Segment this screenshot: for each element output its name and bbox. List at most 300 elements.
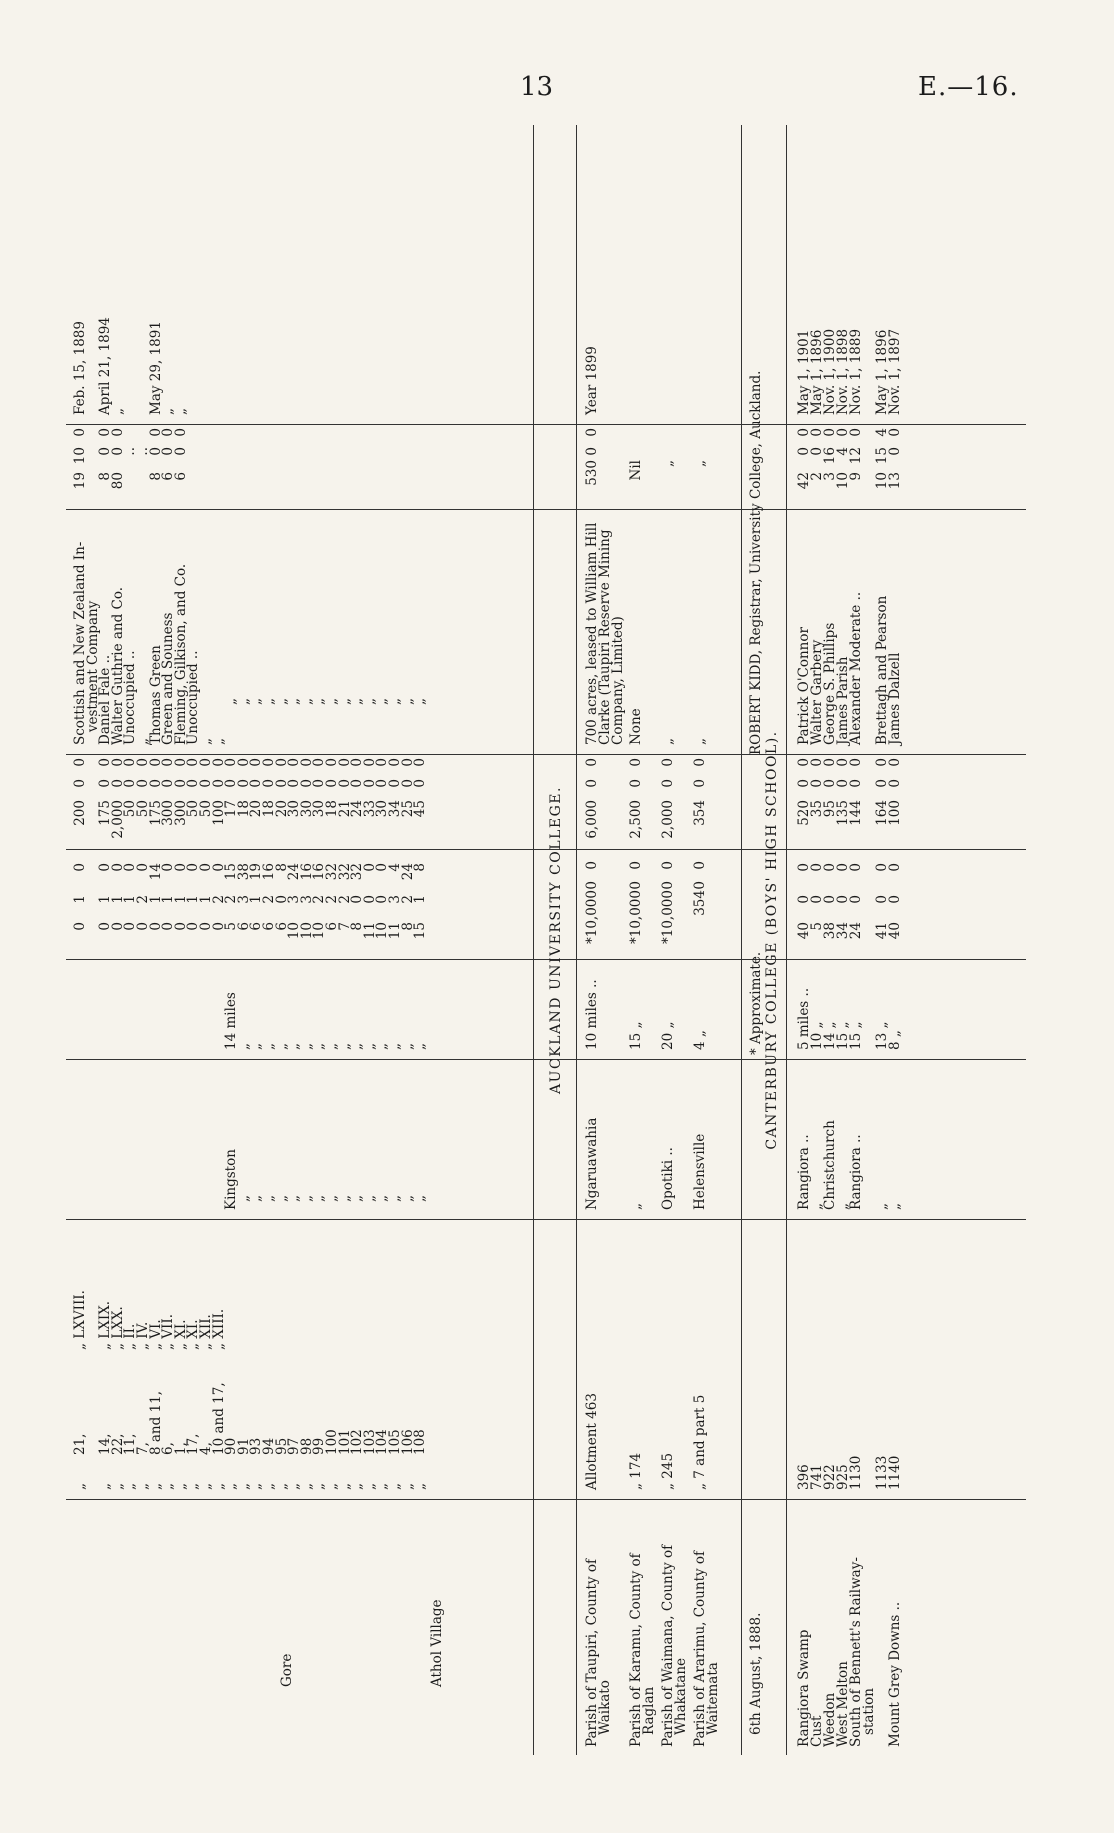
block-number: „ XI. xyxy=(172,1319,189,1350)
value-shillings: 0 xyxy=(298,779,315,788)
area-roods: 0 xyxy=(349,895,366,904)
section-number: 922 xyxy=(822,1464,838,1490)
nearest-town: Helensville xyxy=(692,1133,708,1210)
rent-pence: 0 xyxy=(809,428,825,437)
rent-pence: 0 xyxy=(97,428,114,437)
value-pence: 0 xyxy=(361,758,378,767)
area-acres: 8 xyxy=(349,922,366,931)
lessee: Walter Guthrie and Co. xyxy=(109,586,126,745)
section-number: 4, xyxy=(198,1442,214,1455)
value-shillings: 0 xyxy=(72,779,88,788)
section-mark: „ xyxy=(72,1483,88,1490)
value-shillings: 0 xyxy=(135,779,151,788)
area-perches: 8 xyxy=(412,863,429,872)
value-pence: 0 xyxy=(692,758,708,767)
value: 50 xyxy=(198,800,214,818)
area-acres: 10 xyxy=(374,922,391,940)
section-mark: „ xyxy=(261,1483,277,1490)
place-name: Cust xyxy=(809,1715,825,1747)
value-shillings: 0 xyxy=(122,779,139,788)
value-shillings: 0 xyxy=(835,779,851,788)
section-mark: „ xyxy=(172,1483,189,1490)
value-shillings: 0 xyxy=(692,779,708,788)
value: 30 xyxy=(374,800,391,818)
value-shillings: 0 xyxy=(822,779,838,788)
area-roods: 1 xyxy=(160,895,177,904)
rotated-table xyxy=(66,125,1026,1755)
value-pence: 0 xyxy=(387,758,403,767)
value: 164 xyxy=(874,800,890,826)
distance: 14 miles xyxy=(223,992,240,1050)
value: 520 xyxy=(796,800,812,826)
rent-shillings: 0 xyxy=(809,447,825,456)
page-number: 13 xyxy=(520,72,554,102)
area-acres: 41 xyxy=(874,922,890,940)
section-number: 21, xyxy=(72,1433,88,1455)
lessee: Fleming, Gilkison, and Co. xyxy=(172,563,189,745)
value-pence: 0 xyxy=(72,758,88,767)
value-pence: 0 xyxy=(874,758,890,767)
area-roods: 1 xyxy=(198,895,214,904)
value-pence: 0 xyxy=(349,758,366,767)
distance: „ xyxy=(412,1043,429,1050)
value: 30 xyxy=(311,800,328,818)
area-roods: 1 xyxy=(172,895,189,904)
area-roods: 0 xyxy=(628,881,644,890)
area-acres: 0 xyxy=(72,922,88,931)
value-shillings: 0 xyxy=(160,779,177,788)
lessee: „ xyxy=(235,698,252,705)
section-number: 1130 xyxy=(848,1455,864,1490)
section-number: 1, xyxy=(172,1442,189,1455)
rent-pence: 0 xyxy=(848,428,864,437)
lessee: Daniel Fale .. xyxy=(97,654,114,745)
block-number: „ VI. xyxy=(147,1319,164,1350)
section-number: 102 xyxy=(349,1429,366,1455)
rent: 6 xyxy=(160,472,177,481)
section-mark: „ xyxy=(223,1483,240,1490)
area-roods: 2 xyxy=(324,895,340,904)
area-perches: 38 xyxy=(235,863,252,881)
rent-shillings: 0 xyxy=(796,447,812,456)
value: 300 xyxy=(160,800,177,826)
lessee: „ xyxy=(311,698,328,705)
section-mark: „ xyxy=(160,1483,177,1490)
area-perches: 0 xyxy=(809,863,825,872)
area-perches: 0 xyxy=(160,863,177,872)
section-number: 1133 xyxy=(874,1455,890,1490)
value-pence: 0 xyxy=(273,758,290,767)
rent-pence: 0 xyxy=(822,428,838,437)
area-acres: 10 xyxy=(298,922,315,940)
section-number: 741 xyxy=(809,1464,825,1490)
lease-expiry: Nov. 1, 1900 xyxy=(822,328,838,415)
distance: „ xyxy=(361,1043,378,1050)
area-perches: 0 xyxy=(72,863,88,872)
area-perches: 16 xyxy=(298,863,315,881)
value-pence: 0 xyxy=(261,758,277,767)
area-roods: 3 xyxy=(235,895,252,904)
nearest-town: „ xyxy=(374,1195,391,1202)
rent: 2 xyxy=(809,472,825,481)
section-number: 101 xyxy=(336,1429,353,1455)
area-acres: 8 xyxy=(399,922,416,931)
area-acres: 0 xyxy=(198,922,214,931)
area-acres: 11 xyxy=(361,922,378,940)
area-acres: 5 xyxy=(809,922,825,931)
lease-expiry: Year 1899 xyxy=(584,346,600,415)
block-number: „ XII. xyxy=(198,1314,214,1350)
area-perches: 0 xyxy=(887,863,903,872)
value: 45 xyxy=(412,800,429,818)
nearest-town: „ xyxy=(874,1203,890,1210)
value: 354 xyxy=(692,800,708,826)
distance: 8 „ xyxy=(887,1030,903,1050)
column-rule xyxy=(66,424,1026,425)
value-shillings: 0 xyxy=(223,779,240,788)
nearest-town: „ xyxy=(887,1203,903,1210)
value: 135 xyxy=(835,800,851,826)
distance: 10 miles .. xyxy=(584,979,600,1050)
rent-shillings: 4 xyxy=(835,447,851,456)
distance: „ xyxy=(298,1043,315,1050)
lessee: Unoccupied .. xyxy=(185,650,202,745)
value-pence: 0 xyxy=(248,758,265,767)
value: 25 xyxy=(399,800,416,818)
area-roods: 1 xyxy=(122,895,139,904)
area-acres: 40 xyxy=(887,922,903,940)
area-acres: 6 xyxy=(235,922,252,931)
lease-expiry: May 1, 1896 xyxy=(874,329,890,415)
value-shillings: 0 xyxy=(97,779,114,788)
block-number: „ LXX. xyxy=(109,1306,126,1350)
value-pence: 0 xyxy=(223,758,240,767)
block-number: „ IV. xyxy=(135,1321,151,1350)
area-roods: 0 xyxy=(822,895,838,904)
lessee: vestment Company xyxy=(84,600,101,745)
area-roods: 2 xyxy=(336,895,353,904)
section-mark: „ xyxy=(248,1483,265,1490)
area-perches: 0 xyxy=(210,863,227,872)
value-pence: 0 xyxy=(235,758,252,767)
lessee: Clarke (Taupiri Reserve Mining xyxy=(597,529,613,745)
lessee: „ xyxy=(374,698,391,705)
area-roods: 1 xyxy=(109,895,126,904)
column-rule xyxy=(66,754,1026,755)
lease-expiry: „ xyxy=(109,408,126,415)
lease-expiry: May 29, 1891 xyxy=(147,321,164,415)
area-perches: 16 xyxy=(311,863,328,881)
value-pence: 0 xyxy=(311,758,328,767)
block-number: „ VII. xyxy=(160,1314,177,1350)
area-acres: 0 xyxy=(210,922,227,931)
area: 354 xyxy=(692,890,708,916)
value-shillings: 0 xyxy=(796,779,812,788)
rent-shillings: 0 xyxy=(109,447,126,456)
lessee: „ xyxy=(261,698,277,705)
area-perches: 0 xyxy=(97,863,114,872)
area-roods: 1 xyxy=(147,895,164,904)
section-title: AUCKLAND UNIVERSITY COLLEGE. xyxy=(548,786,564,1094)
area-perches: 24 xyxy=(399,863,416,881)
nearest-town: „ xyxy=(235,1195,252,1202)
area-acres: 6 xyxy=(324,922,340,931)
section-number: 91 xyxy=(235,1437,252,1455)
section-mark: „ xyxy=(374,1483,391,1490)
lease-expiry: Nov. 1, 1889 xyxy=(848,328,864,415)
value: 100 xyxy=(210,800,227,826)
value-pence: 0 xyxy=(796,758,812,767)
lessee: „ xyxy=(198,738,214,745)
value: 18 xyxy=(324,800,340,818)
lessee: Green and Souness xyxy=(160,612,177,745)
nearest-town: „ xyxy=(628,1203,644,1210)
area-acres: 34 xyxy=(835,922,851,940)
nearest-town: „ xyxy=(273,1195,290,1202)
area-roods: 0 xyxy=(374,895,391,904)
value-shillings: 0 xyxy=(399,779,416,788)
value-pence: 0 xyxy=(97,758,114,767)
distance: „ xyxy=(399,1043,416,1050)
section-number: 103 xyxy=(361,1429,378,1455)
area-roods: 2 xyxy=(399,895,416,904)
column-rule xyxy=(66,1059,1026,1060)
area-roods: 0 xyxy=(796,895,812,904)
section-mark: „ xyxy=(399,1483,416,1490)
nearest-town: Opotiki .. xyxy=(660,1147,676,1210)
rent: 10 xyxy=(874,472,890,490)
area-perches: 15 xyxy=(223,863,240,881)
value-shillings: 0 xyxy=(412,779,429,788)
nearest-town: „ xyxy=(324,1195,340,1202)
column-rule xyxy=(66,959,1026,960)
lessee: „ xyxy=(387,698,403,705)
rent-pence: 0 xyxy=(72,428,88,437)
value-pence: 0 xyxy=(887,758,903,767)
rent: „ xyxy=(692,460,708,467)
distance: „ xyxy=(349,1043,366,1050)
rent-pence: 0 xyxy=(796,428,812,437)
area-perches: 0 xyxy=(109,863,126,872)
lessee: „ xyxy=(361,698,378,705)
nearest-town: „ xyxy=(835,1203,851,1210)
rent-pence: 0 xyxy=(109,428,126,437)
rent-shillings: 12 xyxy=(848,447,864,465)
value-shillings: 0 xyxy=(374,779,391,788)
area-roods: 1 xyxy=(412,895,429,904)
value: 2,000 xyxy=(660,800,676,839)
area-perches: 24 xyxy=(286,863,303,881)
value-pence: 0 xyxy=(809,758,825,767)
value-shillings: 0 xyxy=(210,779,227,788)
place-name: Raglan xyxy=(641,1686,657,1735)
section-mark: „ xyxy=(336,1483,353,1490)
section-number: 104 xyxy=(374,1429,391,1455)
distance: 15 „ xyxy=(835,1021,851,1050)
rent-pence: 0 xyxy=(160,428,177,437)
area-roods: 0 xyxy=(835,895,851,904)
rent-pence: 0 xyxy=(887,428,903,437)
section-title: CANTERBURY COLLEGE (BOYS' HIGH SCHOOL). xyxy=(764,730,780,1150)
value-shillings: 0 xyxy=(584,779,600,788)
value: 144 xyxy=(848,800,864,826)
section-number: Allotment 463 xyxy=(584,1393,600,1490)
area-roods: 2 xyxy=(261,895,277,904)
rent: 10 xyxy=(835,472,851,490)
value-pence: 0 xyxy=(822,758,838,767)
rent: 8 xyxy=(147,472,164,481)
value-pence: 0 xyxy=(147,758,164,767)
value: 50 xyxy=(122,800,139,818)
value-shillings: 0 xyxy=(387,779,403,788)
distance: 14 „ xyxy=(822,1021,838,1050)
value-pence: 0 xyxy=(399,758,416,767)
section-mark: „ xyxy=(122,1483,139,1490)
section-number: 10 and 17, xyxy=(210,1382,227,1455)
nearest-town: „ xyxy=(286,1195,303,1202)
area-perches: 0 xyxy=(874,863,890,872)
area-perches: 0 xyxy=(361,863,378,872)
section-mark: „ xyxy=(298,1483,315,1490)
block-number: „ XIII. xyxy=(210,1308,227,1350)
value-shillings: 0 xyxy=(235,779,252,788)
rent-shillings: 0 xyxy=(887,447,903,456)
value: 21 xyxy=(336,800,353,818)
value-pence: 0 xyxy=(660,758,676,767)
area-acres: 0 xyxy=(122,922,139,931)
value-shillings: 0 xyxy=(198,779,214,788)
nearest-town: „ xyxy=(361,1195,378,1202)
section-mark: „ xyxy=(349,1483,366,1490)
distance: 15 „ xyxy=(628,1021,644,1050)
value-pence: 0 xyxy=(109,758,126,767)
rent: „ xyxy=(660,460,676,467)
area-perches: 32 xyxy=(336,863,353,881)
value: 34 xyxy=(387,800,403,818)
value: 2,500 xyxy=(628,800,644,839)
section-number: 7, xyxy=(135,1442,151,1455)
area-perches: 0 xyxy=(835,863,851,872)
nearest-town: „ xyxy=(387,1195,403,1202)
rent-pence: 4 xyxy=(874,428,890,437)
area-acres: 6 xyxy=(261,922,277,931)
nearest-town: „ xyxy=(336,1195,353,1202)
area-perches: 0 xyxy=(374,863,391,872)
section-number: 100 xyxy=(324,1429,340,1455)
rent-pence: 0 xyxy=(835,428,851,437)
rent-shillings: 16 xyxy=(822,447,838,465)
lessee: „ xyxy=(248,698,265,705)
value-shillings: 0 xyxy=(311,779,328,788)
section-rule xyxy=(741,125,742,1755)
lessee: „ xyxy=(660,738,676,745)
distance: „ xyxy=(235,1043,252,1050)
value: 95 xyxy=(822,800,838,818)
area-acres: 0 xyxy=(185,922,202,931)
value-shillings: 0 xyxy=(809,779,825,788)
column-rule xyxy=(66,849,1026,850)
distance: „ xyxy=(286,1043,303,1050)
value: 20 xyxy=(273,800,290,818)
area-perches: 0 xyxy=(198,863,214,872)
lessee: „ xyxy=(412,698,429,705)
value: 18 xyxy=(235,800,252,818)
value: 30 xyxy=(298,800,315,818)
rent: 6 xyxy=(172,472,189,481)
column-rule xyxy=(66,1219,1026,1220)
lessee: „ xyxy=(298,698,315,705)
lessee: Patrick O'Connor xyxy=(796,627,812,745)
value-pence: 0 xyxy=(210,758,227,767)
section-number: 396 xyxy=(796,1464,812,1490)
section-number: 106 xyxy=(399,1429,416,1455)
distance: „ xyxy=(261,1043,277,1050)
lease-expiry: Nov. 1, 1897 xyxy=(887,328,903,415)
value: 24 xyxy=(349,800,366,818)
place-name: Parish of Ararimu, County of xyxy=(692,1550,708,1747)
value-shillings: 0 xyxy=(261,779,277,788)
area-roods: 0 xyxy=(887,895,903,904)
area-perches: 0 xyxy=(796,863,812,872)
nearest-town: „ xyxy=(412,1195,429,1202)
value: 35 xyxy=(809,800,825,818)
area-acres: 10 xyxy=(311,922,328,940)
lessee: „ xyxy=(223,698,240,705)
place-name: Waitemata xyxy=(705,1662,721,1735)
area-roods: 3 xyxy=(286,895,303,904)
section-number: 90 xyxy=(223,1437,240,1455)
rent: 9 xyxy=(848,472,864,481)
lessee: Alexander Moderate .. xyxy=(848,591,864,745)
lease-expiry: „ xyxy=(160,408,177,415)
rent: 8 xyxy=(97,472,114,481)
section-mark: „ xyxy=(324,1483,340,1490)
value: 300 xyxy=(172,800,189,826)
date-line: 6th August, 1888. xyxy=(748,1612,764,1735)
area-acres: 38 xyxy=(822,922,838,940)
section-mark: „ xyxy=(286,1483,303,1490)
lessee: „ xyxy=(135,738,151,745)
value: 175 xyxy=(97,800,114,826)
rent-shillings: .. xyxy=(122,447,139,456)
area-acres: 7 xyxy=(336,922,353,931)
area-acres: 0 xyxy=(109,922,126,931)
value-shillings: 0 xyxy=(887,779,903,788)
value-shillings: 0 xyxy=(848,779,864,788)
area-acres: 0 xyxy=(147,922,164,931)
nearest-town: „ xyxy=(261,1195,277,1202)
place-name: West Melton xyxy=(835,1661,851,1747)
value-shillings: 0 xyxy=(874,779,890,788)
area-roods: 0 xyxy=(660,881,676,890)
area-roods: 1 xyxy=(185,895,202,904)
lessee: „ xyxy=(286,698,303,705)
lessee: „ xyxy=(336,698,353,705)
value-pence: 0 xyxy=(160,758,177,767)
value: 50 xyxy=(185,800,202,818)
value-pence: 0 xyxy=(324,758,340,767)
rent: 3 xyxy=(822,472,838,481)
section-mark: „ xyxy=(97,1483,114,1490)
block-number: „ LXIX. xyxy=(97,1300,114,1350)
area-perches: 4 xyxy=(387,863,403,872)
area-perches: 0 xyxy=(848,863,864,872)
section-number: 98 xyxy=(298,1437,315,1455)
rent-shillings: 0 xyxy=(147,447,164,456)
area-roods: 0 xyxy=(874,895,890,904)
nearest-town: „ xyxy=(311,1195,328,1202)
area-roods: 1 xyxy=(72,895,88,904)
